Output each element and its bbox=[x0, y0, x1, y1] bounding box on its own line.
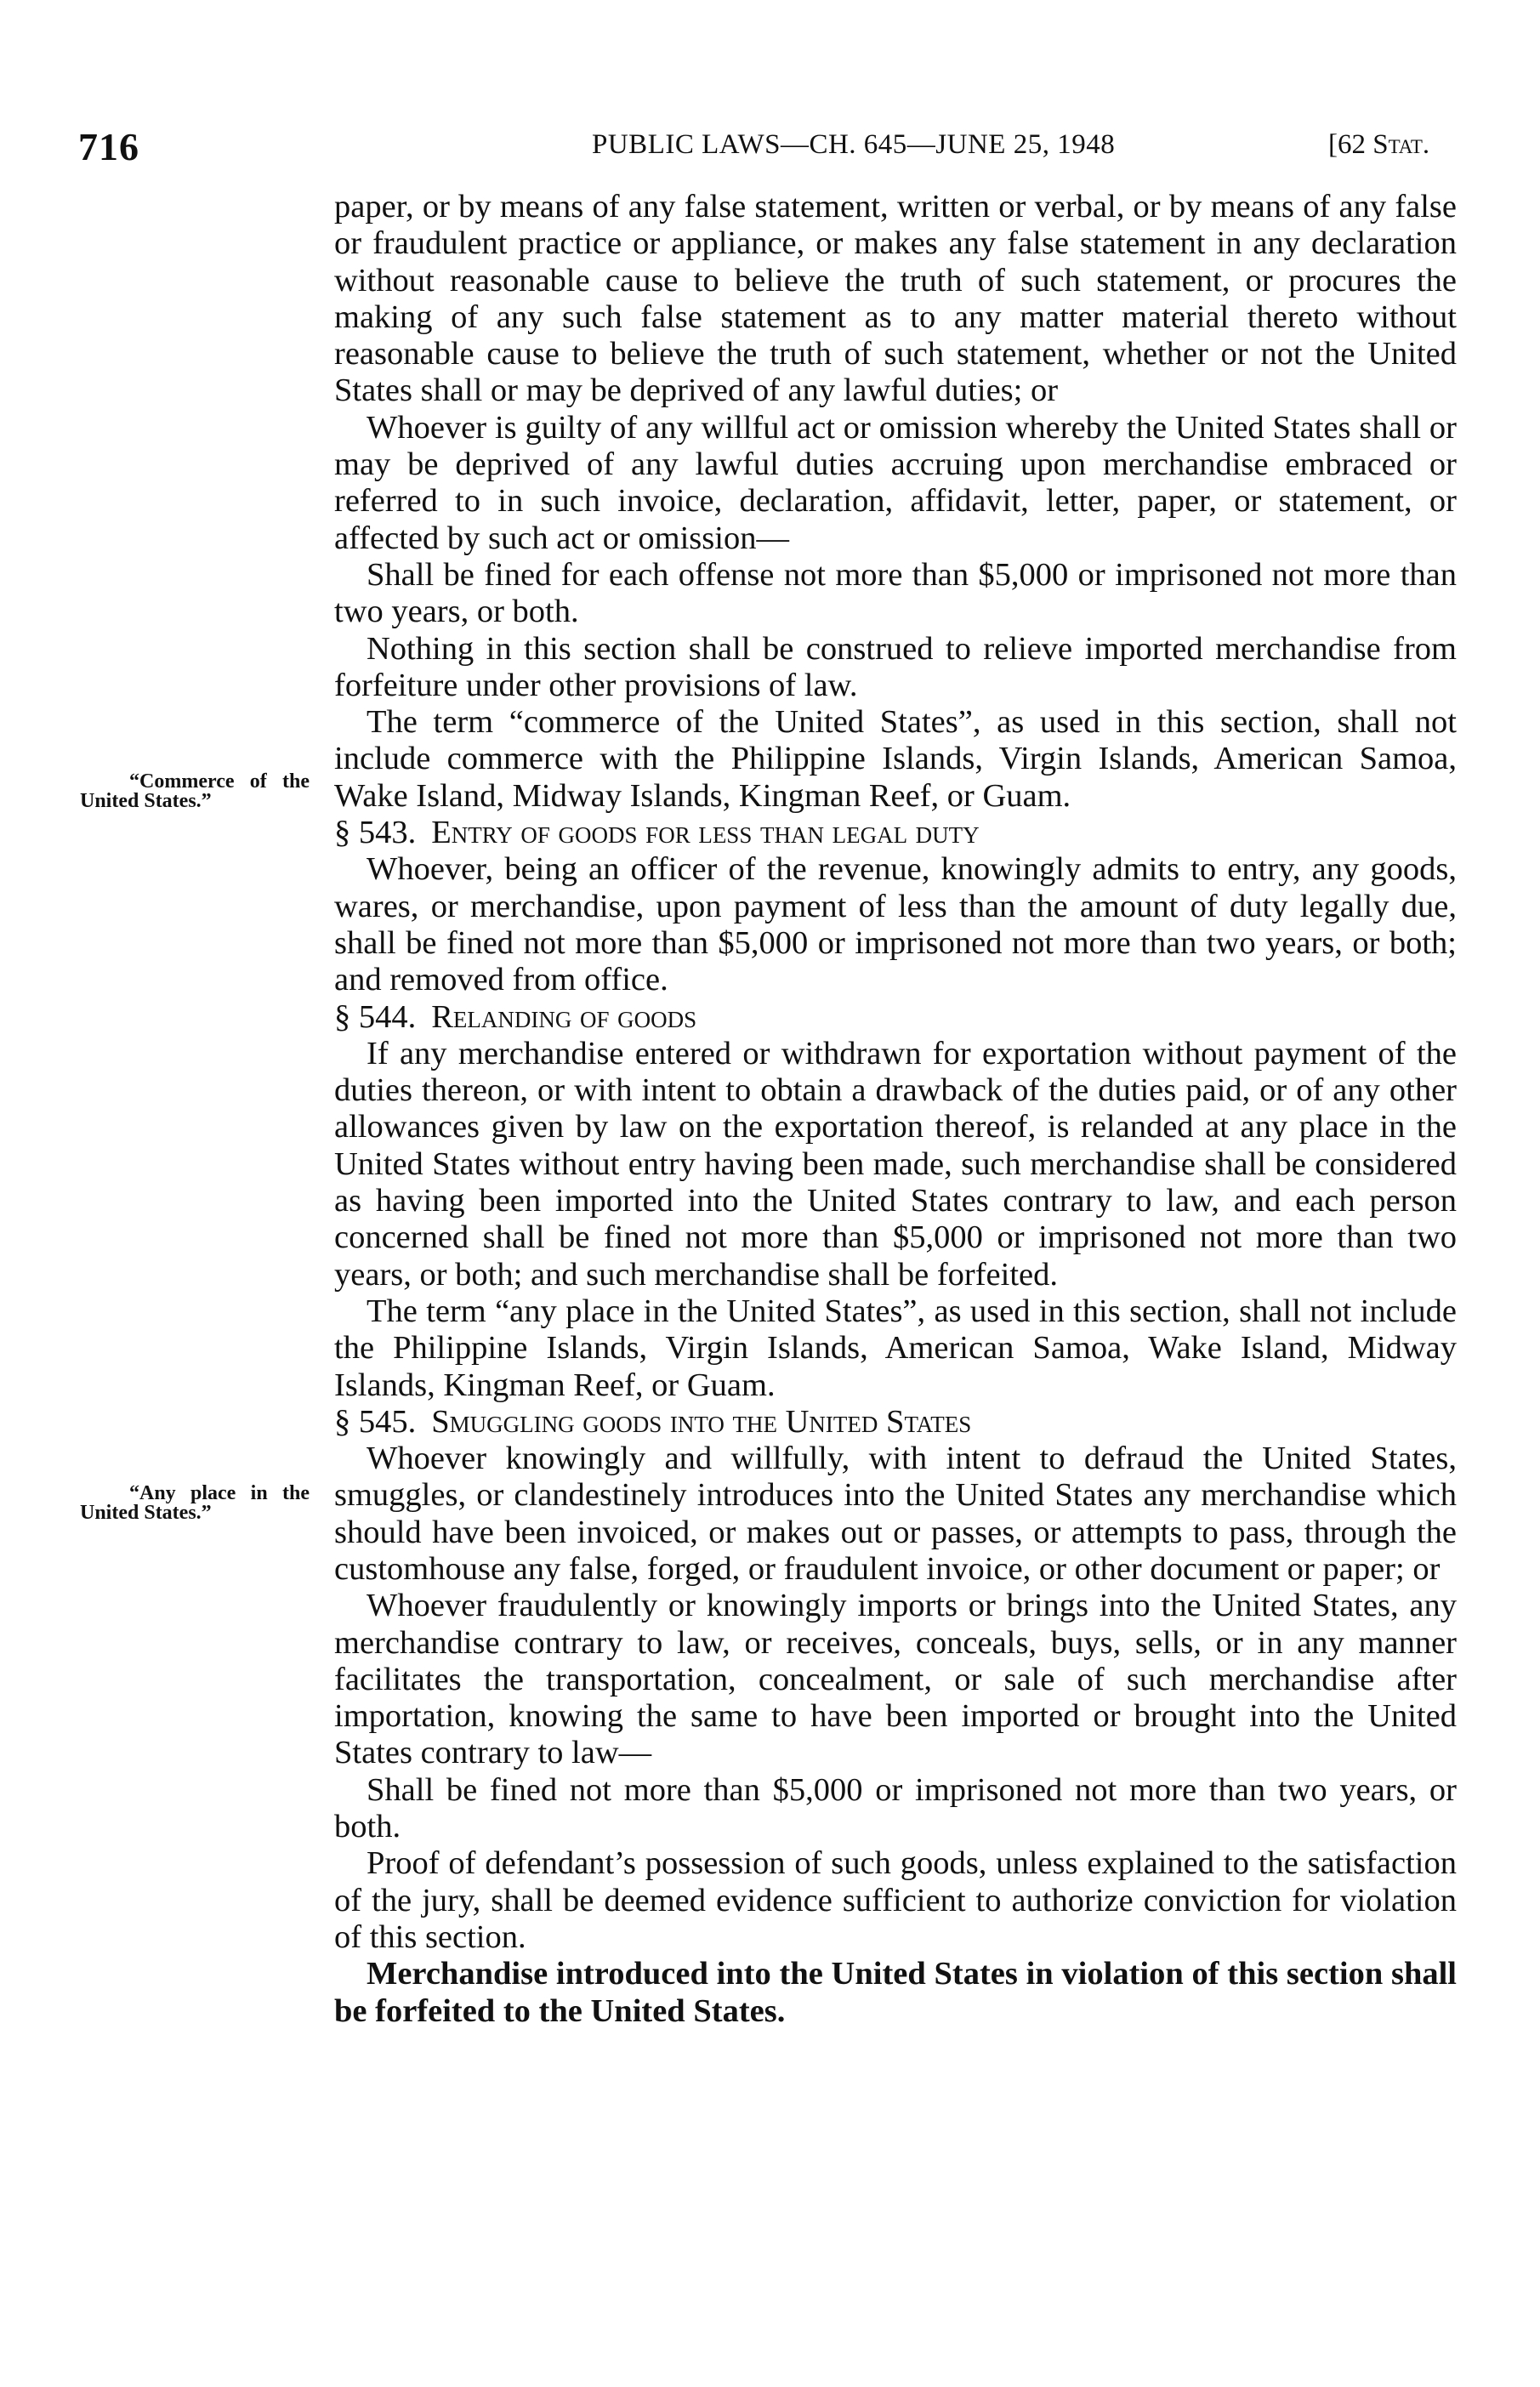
section-title: Entry of goods for less than legal duty bbox=[431, 815, 980, 851]
section-heading-544 bbox=[334, 999, 1457, 1036]
section-title: Smuggling goods into the United States bbox=[431, 1403, 972, 1440]
section-number: § 544. bbox=[334, 998, 417, 1035]
paragraph-forfeiture: Merchandise introduced into the United States in violation of this section shall be forfeited to the United States. bbox=[334, 1956, 1457, 2029]
paragraph: Whoever, being an officer of the revenue, knowingly admits to entry, any goods, wares, or merchandise, upon payment of less than the amount of duty legally due, shall be fined not more than $5,000 or imprisoned not more than two years, or both; and removed from office. bbox=[334, 851, 1457, 998]
paragraph: Nothing in this section shall be construed to relieve imported merchandise from forfeiture under other provisions of law. bbox=[334, 630, 1457, 703]
body-text-column bbox=[334, 189, 1457, 2030]
paragraph: Whoever fraudulently or knowingly imports or brings into the United States, any merchandise contrary to law, or receives, conceals, buys, sells, or in any manner facilitates the transportation, concealment, or sale of such merchandise after importation, knowing the same to have been imported or brought into the United States contrary to law— bbox=[334, 1588, 1457, 1771]
section-number: § 545. bbox=[334, 1403, 417, 1440]
paragraph: Shall be fined not more than $5,000 or imprisoned not more than two years, or both. bbox=[334, 1771, 1457, 1845]
statute-volume: [62 bbox=[1328, 129, 1373, 160]
margin-note-line: United States.” bbox=[80, 1502, 212, 1524]
margin-note-line: “Commerce of the bbox=[129, 770, 310, 793]
section-heading-543 bbox=[334, 815, 1457, 851]
margin-note-line: “Any place in the bbox=[129, 1482, 310, 1504]
paragraph-commerce-definition: The term “commerce of the United States”, as used in this section, shall not include commerce with the Philippine Islands, Virgin Islands, American Samoa, Wake Island, Midway Islands, Kingman Reef, or Guam. bbox=[334, 704, 1457, 814]
paragraph: Whoever knowingly and willfully, with intent to defraud the United States, smuggles, or clandestinely introduces into the United States any merchandise which should have been invoiced, or makes out or passes, or attempts to pass, through the customhouse any false, forged, or fraudulent invoice, or other document or paper; or bbox=[334, 1441, 1457, 1587]
paragraph: Shall be fined for each offense not more than $5,000 or imprisoned not more than two years, or both. bbox=[334, 556, 1457, 630]
paragraph: Whoever is guilty of any willful act or omission whereby the United States shall or may be deprived of any lawful duties accruing upon merchandise embraced or referred to in such invoice, declaration, affidavit, letter, paper, or statement, or affected by such act or omission— bbox=[334, 409, 1457, 556]
section-heading-545 bbox=[334, 1404, 1457, 1441]
running-head: PUBLIC LAWS—CH. 645—JUNE 25, 1948 bbox=[592, 129, 1116, 160]
margin-note-commerce bbox=[80, 772, 310, 811]
paragraph: Proof of defendant’s possession of such goods, unless explained to the satisfaction of the jury, shall be deemed evidence sufficient to authorize conviction for violation of this section. bbox=[334, 1845, 1457, 1955]
section-number: § 543. bbox=[334, 815, 417, 851]
paragraph-any-place-definition: The term “any place in the United States”, as used in this section, shall not include the Philippine Islands, Virgin Islands, American Samoa, Wake Island, Midway Islands, Kingman Reef, or Guam. bbox=[334, 1293, 1457, 1403]
paragraph-continued: paper, or by means of any false statement, written or verbal, or by means of any false or fraudulent practice or appliance, or makes any false statement in any declaration without reasonable cause to believe the truth of such statement, or procures the making of any such false statement as to any matter material thereto without reasonable cause to believe the truth of such statement, whether or not the United States shall or may be deprived of any lawful duties; or bbox=[334, 189, 1457, 409]
margin-note-any-place bbox=[80, 1484, 310, 1523]
page-number: 716 bbox=[78, 125, 139, 168]
margin-note-line: United States.” bbox=[80, 790, 212, 812]
statute-reference bbox=[1328, 129, 1429, 161]
section-title: Relanding of goods bbox=[431, 998, 697, 1035]
paragraph: If any merchandise entered or withdrawn for exportation without payment of the duties thereon, or with intent to obtain a drawback of the duties paid, or of any other allowances given by law on the exportation thereof, is relanded at any place in the United States without entry having been made, such merchandise shall be considered as having been imported into the United States contrary to law, and each person concerned shall be fined not more than $5,000 or imprisoned not more than two years, or both; and such merchandise shall be forfeited. bbox=[334, 1035, 1457, 1293]
statute-abbrev: Stat. bbox=[1372, 129, 1430, 160]
